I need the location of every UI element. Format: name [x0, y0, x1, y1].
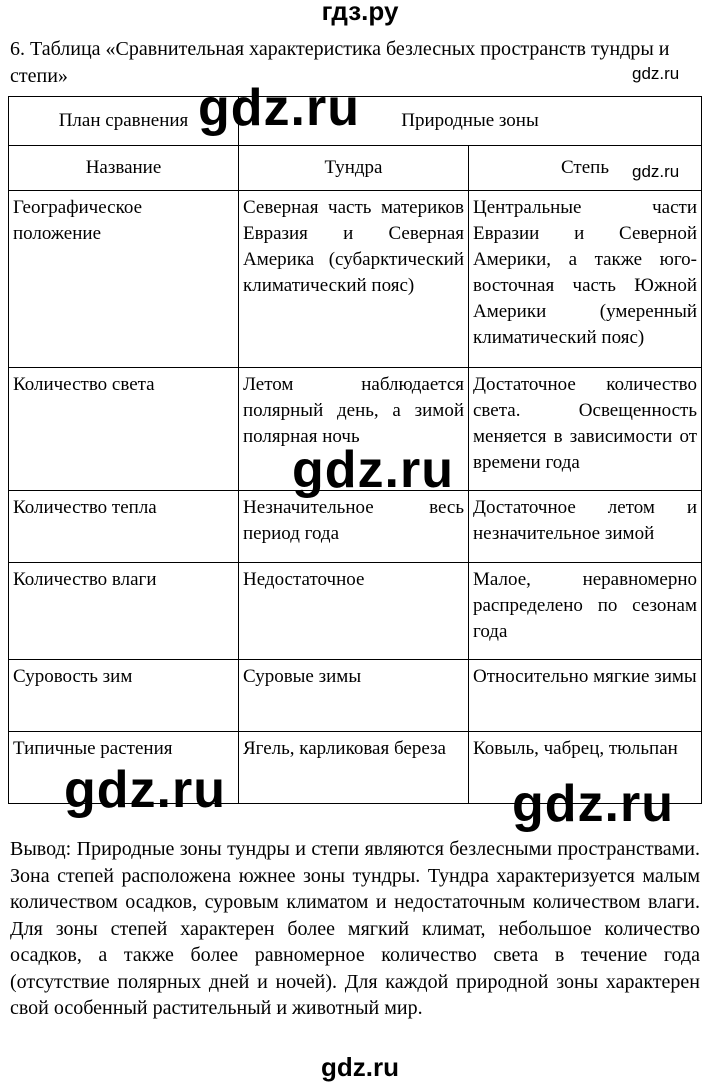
cell-steppe: Малое, неравномерно распределено по сезонам года [469, 563, 702, 660]
header-tundra: Тундра [239, 146, 469, 191]
watermark-small-1: gdz.ru [632, 64, 680, 83]
table-row [9, 191, 702, 368]
cell-tundra: Недостаточное [239, 563, 469, 660]
cell-tundra: Незначительное весь период года [239, 491, 469, 563]
site-header: гдз.ру [321, 0, 399, 26]
cell-steppe: Ковыль, чабрец, тюльпан [469, 732, 702, 804]
cell-tundra: Летом наблюдается полярный день, а зимой полярная ночь [239, 368, 469, 491]
cell-feature: Типичные растения [9, 732, 239, 804]
table-row [9, 660, 702, 732]
conclusion-text: Вывод: Природные зоны тундры и степи являются безлесными пространствами. Зона степей расположена южнее зоны тундры. Тундра характеризуется малым количеством осадков, суровым климатом и недостаточным количеством влаги. Для зоны степей характерен более мягкий климат, небольшое количество осадков, а также более равномерное количество света в течение года (отсутствие полярных дней и ночей). Для каждой природной зоны характерен свой особенный растительный и животный мир. [10, 838, 700, 1019]
table-caption: 6. Таблица «Сравнительная характеристика безлесных пространств тундры и степи» [10, 38, 670, 87]
watermark-small-2: gdz.ru [632, 162, 680, 181]
table-header-row-2 [9, 146, 702, 191]
header-steppe: Степь [469, 146, 702, 191]
site-footer: gdz.ru [321, 1052, 399, 1082]
cell-feature: Суровость зим [9, 660, 239, 732]
cell-steppe: Достаточное количество света. Освещенность меняется в зависимости от времени года [469, 368, 702, 491]
header-zones: Природные зоны [239, 97, 702, 146]
cell-tundra: Северная часть материков Евразия и Северная Америка (субарктический климатический пояс) [239, 191, 469, 368]
cell-steppe: Центральные части Евразии и Северной Америки, а также юго-восточная часть Южной Америки (умеренный климатический пояс) [469, 191, 702, 368]
header-plan: План сравнения [9, 97, 239, 146]
cell-feature: Географическое положение [9, 191, 239, 368]
cell-feature: Количество влаги [9, 563, 239, 660]
cell-steppe: Достаточное летом и незначительное зимой [469, 491, 702, 563]
cell-steppe: Относительно мягкие зимы [469, 660, 702, 732]
header-name: Название [9, 146, 239, 191]
cell-tundra: Ягель, карликовая береза [239, 732, 469, 804]
cell-feature: Количество тепла [9, 491, 239, 563]
watermark-large-2: gdz.ru [292, 441, 454, 499]
watermark-large-1: gdz.ru [198, 79, 360, 137]
watermark-large-3: gdz.ru [64, 761, 226, 819]
cell-tundra: Суровые зимы [239, 660, 469, 732]
table-row [9, 563, 702, 660]
cell-feature: Количество света [9, 368, 239, 491]
table-row [9, 491, 702, 563]
watermark-large-4: gdz.ru [512, 775, 674, 833]
